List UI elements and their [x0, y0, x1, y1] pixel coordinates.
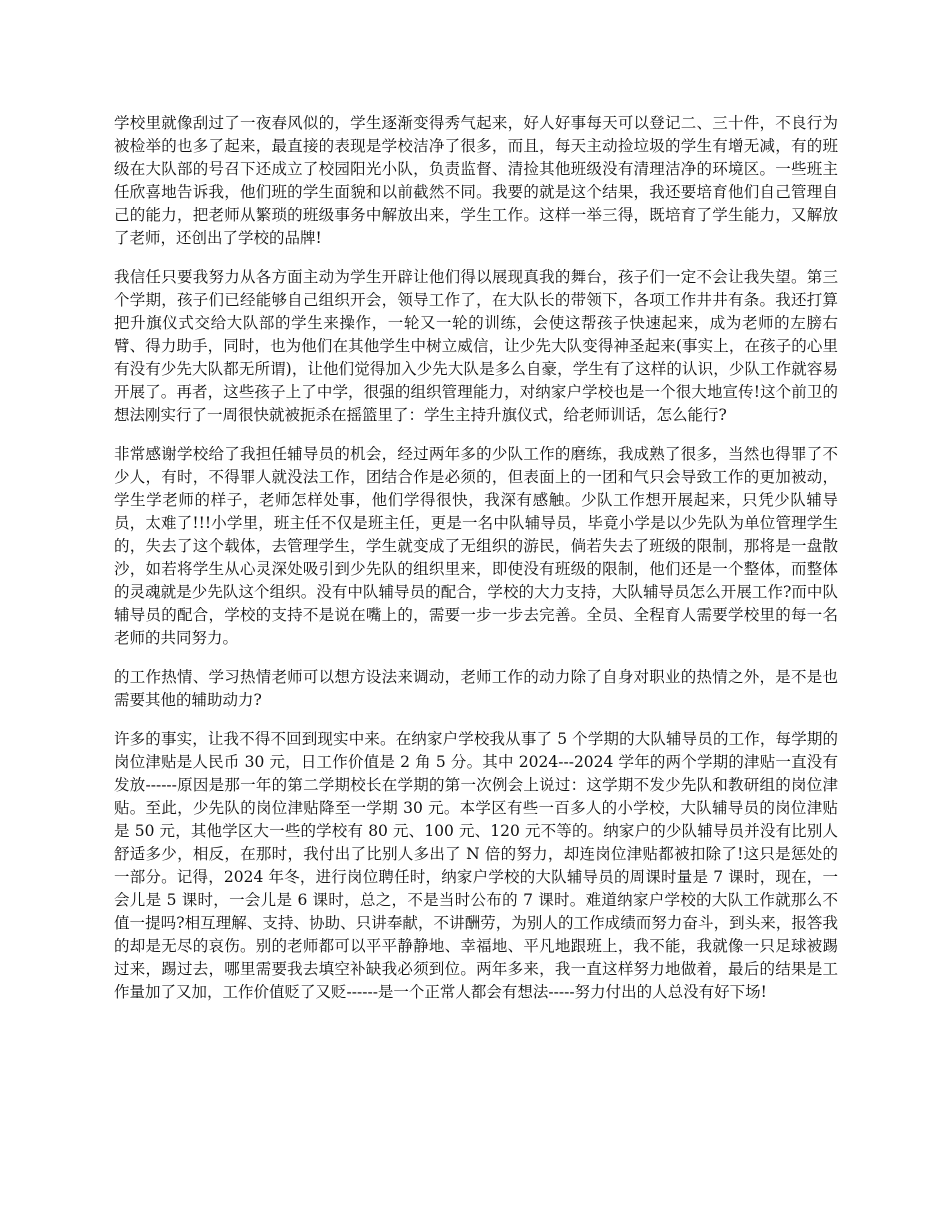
paragraph-3: 非常感谢学校给了我担任辅导员的机会，经过两年多的少队工作的磨练，我成熟了很多，当然也得罪了不少人，有时，不得罪人就没法工作，团结合作是必须的，但表面上的一团和气只会导致工作的更加被动，学生学老师的样子，老师怎样处事，他们学得很快，我深有感触。少队工作想开展起来，只凭少队辅导员，太难了!!!小学里，班主任不仅是班主任，更是一名中队辅导员，毕竟小学是以少先队为单位管理学生的，失去了这个载体，去管理学生，学生就变成了无组织的游民，倘若失去了班级的限制，那将是一盘散沙，如若将学生从心灵深处吸引到少先队的组织里来，即使没有班级的限制，他们还是一个整体，而整体的灵魂就是少先队这个组织。没有中队辅导员的配合，学校的大力支持，大队辅导员怎么开展工作?而中队辅导员的配合，学校的支持不是说在嘴上的，需要一步一步去完善。全员、全程育人需要学校里的每一名老师的共同努力。 — [114, 445, 838, 647]
paragraph-4: 的工作热情、学习热情老师可以想方设法来调动，老师工作的动力除了自身对职业的热情之外，是不是也需要其他的辅助动力? — [114, 668, 838, 709]
paragraph-1: 学校里就像刮过了一夜春风似的，学生逐渐变得秀气起来，好人好事每天可以登记二、三十件，不良行为被检举的也多了起来，最直接的表现是学校洁净了很多，而且，每天主动捡垃圾的学生有增无减，有的班级在大队部的号召下还成立了校园阳光小队，负责监督、清捡其他班级没有清理洁净的环境区。一些班主任欣喜地告诉我，他们班的学生面貌和以前截然不同。我要的就是这个结果，我还要培育他们自己管理自己的能力，把老师从繁琐的班级事务中解放出来，学生工作。这样一举三得，既培育了学生能力，又解放了老师，还创出了学校的品牌! — [114, 114, 838, 247]
document-body — [114, 112, 838, 1020]
paragraph-2: 我信任只要我努力从各方面主动为学生开辟让他们得以展现真我的舞台，孩子们一定不会让我失望。第三个学期，孩子们已经能够自己组织开会，领导工作了，在大队长的带领下，各项工作井井有条。我还打算把升旗仪式交给大队部的学生来操作，一轮又一轮的训练，会使这帮孩子快速起来，成为老师的左膀右臂、得力助手，同时，也为他们在其他学生中树立威信，让少先大队变得神圣起来(事实上，在孩子的心里有没有少先大队都无所谓)，让他们觉得加入少先大队是多么自豪，学生有了这样的认识，少队工作就容易开展了。再者，这些孩子上了中学，很强的组织管理能力，对纳家户学校也是一个很大地宣传!这个前卫的想法刚实行了一周很快就被扼杀在摇篮里了：学生主持升旗仪式，给老师训话，怎么能行? — [114, 268, 838, 424]
paragraph-5: 许多的事实，让我不得不回到现实中来。在纳家户学校我从事了 5 个学期的大队辅导员的工作，每学期的岗位津贴是人民币 30 元，日工作价值是 2 角 5 分。其中 2024---2024 学年的两个学期的津贴一直没有发放------原因是那一年的第二学期校长在学期的第一次例会上说过：这学期不发少先队和教研组的岗位津贴。至此，少先队的岗位津贴降至一学期 30 元。本学区有些一百多人的小学校，大队辅导员的岗位津贴是 50 元，其他学区大一些的学校有 80 元、100 元、120 元不等的。纳家户的少队辅导员并没有比别人舒适多少，相反，在那时，我付出了比别人多出了 N 倍的努力，却连岗位津贴都被扣除了!这只是惩处的一部分。记得，2024 年冬，进行岗位聘任时，纳家户学校的大队辅导员的周课时量是 7 课时，现在，一会儿是 5 课时，一会儿是 6 课时，总之，不是当时公布的 7 课时。难道纳家户学校的大队工作就那么不值一提吗?相互理解、支持、协助、只讲奉献，不讲酬劳，为别人的工作成绩而努力奋斗，到头来，报答我的却是无尽的哀伤。别的老师都可以平平静静地、幸福地、平凡地跟班上，我不能，我就像一只足球被踢过来，踢过去，哪里需要我去填空补缺我必须到位。两年多来，我一直这样努力地做着，最后的结果是工作量加了又加，工作价值贬了又贬------是一个正常人都会有想法-----努力付出的人总没有好下场! — [114, 730, 838, 1001]
